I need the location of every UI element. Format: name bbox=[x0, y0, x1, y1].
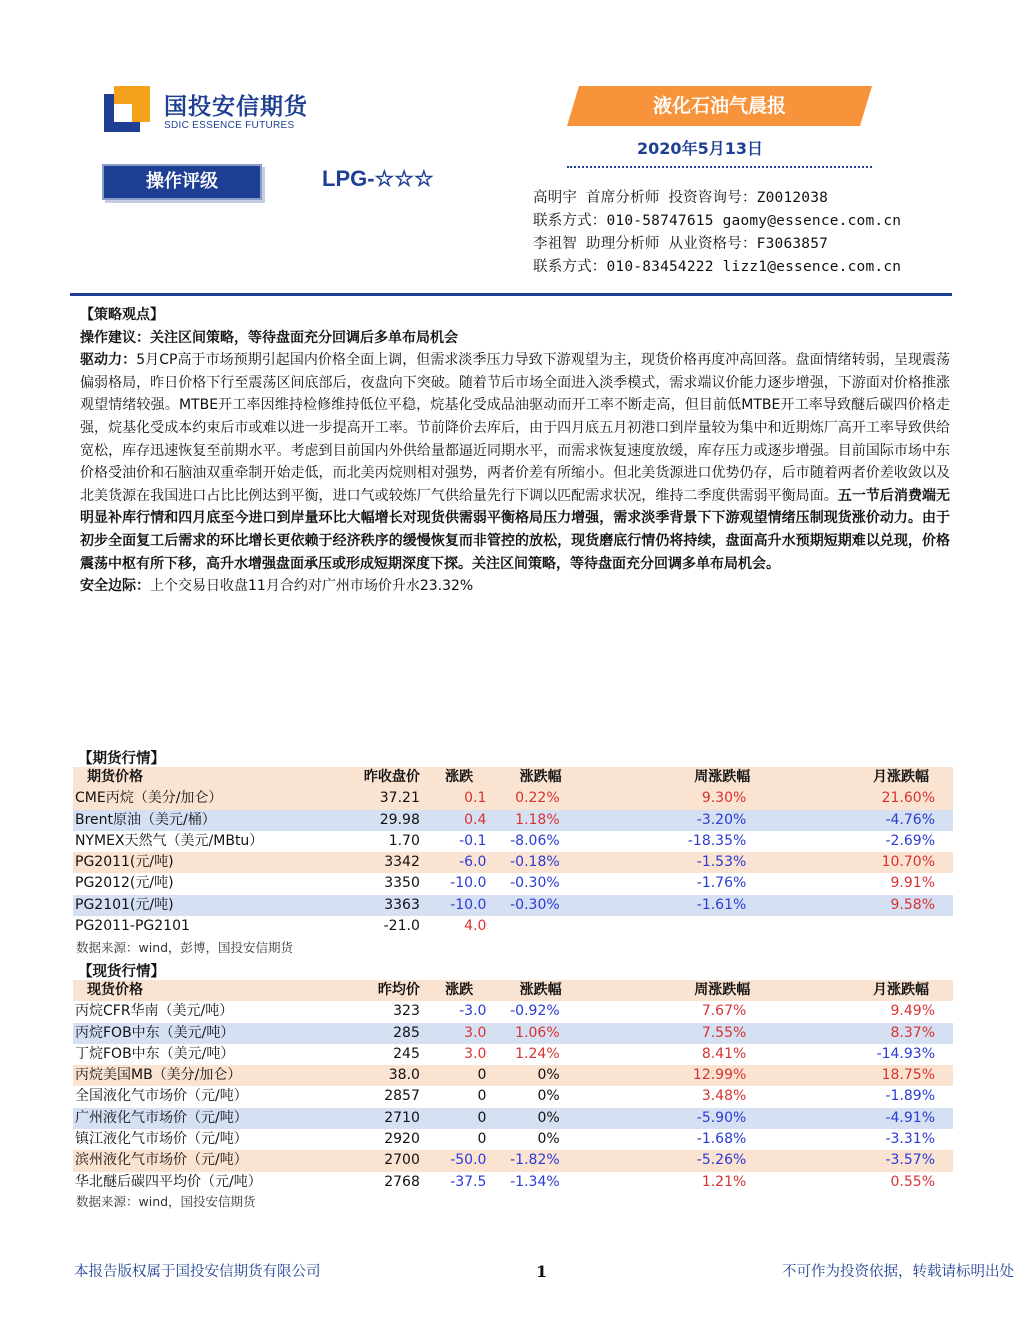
analyst-line-2: 联系方式：010-58747615 gaomy@essence.com.cn bbox=[533, 213, 902, 229]
spot-header-cell: 现货价格 bbox=[87, 982, 143, 998]
advice-label: 操作建议： bbox=[80, 329, 150, 346]
futures-cell-name: PG2011(元/吨) bbox=[75, 854, 174, 871]
futures-cell-chg: 4.0 bbox=[464, 918, 487, 935]
spot-cell-pct: 0% bbox=[537, 1088, 560, 1105]
futures-header-row bbox=[73, 767, 953, 788]
futures-cell-wk: -1.53% bbox=[696, 854, 747, 871]
spot-cell-price: 323 bbox=[393, 1003, 420, 1020]
spot-cell-name: 滨州液化气市场价（元/吨） bbox=[75, 1152, 248, 1169]
driver-bold-text: 五一节后消费端无明显补库行情和四月底至今进口到岸量环比大幅增长对现货供需弱平衡格局压力增强，需求淡季背景下下游观望情绪压制现货涨价动力。由于初步全面复工后需求的环比增长更依赖于经济秩序的缓慢恢复而非管控的放松，现货磨底行情仍将持续，盘面高升水预期短期难以兑现，价格震荡中枢有所下移，高升水增强盘面承压或形成短期深度下探。关注区间策略，等待盘面充分回调多单布局机会。 bbox=[80, 487, 951, 572]
futures-cell-price: 1.70 bbox=[388, 832, 420, 849]
logo-text-cn: 国投安信期货 bbox=[164, 94, 308, 120]
spot-cell-name: 丁烷FOB中东（美元/吨） bbox=[75, 1045, 235, 1062]
futures-cell-name: PG2011-PG2101 bbox=[75, 918, 190, 935]
futures-cell-mo: 9.58% bbox=[890, 896, 935, 913]
futures-cell-wk: -18.35% bbox=[687, 832, 747, 849]
spot-row bbox=[73, 1129, 953, 1150]
futures-cell-pct: -0.30% bbox=[510, 896, 560, 913]
spot-cell-chg: -3.0 bbox=[459, 1003, 487, 1020]
spot-row bbox=[73, 1108, 953, 1129]
spot-row bbox=[73, 1086, 953, 1107]
spot-header-cell: 周涨跌幅 bbox=[694, 982, 751, 998]
spot-cell-mo: -3.31% bbox=[885, 1131, 935, 1148]
spot-row bbox=[73, 1023, 953, 1044]
driver-paragraph bbox=[80, 349, 950, 575]
spot-cell-pct: 0% bbox=[537, 1131, 560, 1148]
spot-cell-price: 38.0 bbox=[388, 1067, 420, 1084]
driver-label: 驱动力： bbox=[80, 352, 137, 369]
futures-cell-pct: -8.06% bbox=[510, 832, 560, 849]
company-logo bbox=[104, 86, 308, 136]
footer-disclaimer: 不可作为投资依据，转载请标明出处 bbox=[782, 1264, 1014, 1280]
report-title: 液化石油气晨报 bbox=[652, 95, 786, 117]
futures-cell-chg: -6.0 bbox=[459, 854, 487, 871]
spot-source: 数据来源：wind，国投安信期货 bbox=[76, 1194, 256, 1209]
spot-cell-name: 镇江液化气市场价（元/吨） bbox=[75, 1131, 248, 1148]
futures-row bbox=[73, 873, 953, 894]
futures-cell-name: PG2012(元/吨) bbox=[75, 875, 174, 892]
futures-cell-mo bbox=[764, 916, 953, 937]
futures-header-cell: 涨跌 bbox=[445, 769, 474, 785]
spot-cell-wk: -1.68% bbox=[696, 1131, 747, 1148]
spot-cell-chg: -50.0 bbox=[450, 1152, 487, 1169]
spot-cell-mo: -1.89% bbox=[885, 1088, 935, 1105]
page-number: 1 bbox=[536, 1262, 548, 1281]
analyst-info bbox=[533, 187, 943, 279]
safety-text: 上个交易日收盘11月合约对广州市场价升水23.32% bbox=[150, 578, 474, 595]
spot-cell-mo: -4.91% bbox=[885, 1109, 935, 1126]
spot-cell-wk: 3.48% bbox=[701, 1088, 747, 1105]
spot-row bbox=[73, 1044, 953, 1065]
futures-cell-price: 3363 bbox=[384, 896, 420, 913]
footer-copyright: 本报告版权属于国投安信期货有限公司 bbox=[74, 1264, 321, 1280]
futures-cell-name: NYMEX天然气（美元/MBtu） bbox=[75, 832, 264, 849]
spot-cell-name: 广州液化气市场价（元/吨） bbox=[75, 1109, 248, 1126]
futures-cell-mo: 9.91% bbox=[890, 875, 935, 892]
spot-header-row bbox=[73, 980, 953, 1001]
safety-paragraph bbox=[80, 575, 950, 598]
futures-cell-pct: 1.18% bbox=[515, 811, 560, 828]
futures-cell-pct: -0.30% bbox=[510, 875, 560, 892]
futures-cell-price: -21.0 bbox=[383, 918, 420, 935]
spot-cell-price: 285 bbox=[393, 1024, 420, 1041]
spot-cell-chg: 3.0 bbox=[464, 1024, 487, 1041]
spot-cell-mo: 18.75% bbox=[881, 1067, 935, 1084]
rating-label: 操作评级 bbox=[146, 171, 218, 192]
futures-cell-wk bbox=[576, 916, 765, 937]
spot-row bbox=[73, 1065, 953, 1086]
spot-cell-pct: -0.92% bbox=[510, 1003, 560, 1020]
spot-title: 【现货行情】 bbox=[78, 964, 165, 980]
futures-cell-mo: -2.69% bbox=[885, 832, 935, 849]
rating-value: LPG-☆☆☆ bbox=[322, 166, 434, 191]
safety-label: 安全边际： bbox=[80, 578, 150, 595]
driver-text: 5月CP高于市场预期引起国内价格全面上调，但需求淡季压力导致下游观望为主，现货价格再度冲高回落。盘面情绪转弱，呈现震荡偏弱格局，昨日价格下行至震荡区间底部后，夜盘向下突破。随着节后市场全面进入淡季模式，需求端议价能力逐步增强，下游面对价格推涨观望情绪较强。MTBE开工率因维持检修维持低位平稳，烷基化受成品油驱动而开工率不断走高，但目前低MTBE开工率导致醚后碳四价格走强，烷基化受成本约束后市或难以进一步提高开工率。节前降价去库后，由于四月底五月初港口到岸量较为集中和近期炼厂高开工率导致供给宽松，库存迅速恢复至前期水平。考虑到目前国内外供给量都逼近同期水平，而需求恢复速度放缓，库存压力或逐步增强。目前国际市场中东价格受油价和石脑油双重牵制开始走低，而北美丙烷则相对强势，两者价差有所缩小。但北美货源进口优势仍存，后市随着两者价差收敛以及北美货源在我国进口占比比例达到平衡，进口气或较炼厂气供给量先行下调以匹配需求状况，维持二季度供需弱平衡局面。 bbox=[80, 352, 951, 504]
spot-cell-pct: 1.06% bbox=[515, 1024, 560, 1041]
futures-cell-name: Brent原油（美元/桶） bbox=[75, 811, 216, 828]
futures-cell-price: 37.21 bbox=[379, 790, 420, 807]
spot-cell-chg: 3.0 bbox=[464, 1045, 487, 1062]
futures-cell-chg: -10.0 bbox=[450, 896, 487, 913]
spot-cell-price: 245 bbox=[393, 1045, 420, 1062]
spot-cell-price: 2857 bbox=[384, 1088, 420, 1105]
futures-cell-chg: 0.1 bbox=[464, 790, 487, 807]
advice-paragraph bbox=[80, 327, 950, 350]
spot-cell-chg: 0 bbox=[477, 1131, 487, 1148]
spot-header-cell: 涨跌 bbox=[445, 982, 474, 998]
spot-cell-chg: 0 bbox=[477, 1109, 487, 1126]
futures-row bbox=[73, 788, 953, 809]
futures-cell-wk: -1.61% bbox=[696, 896, 747, 913]
futures-cell-mo: 10.70% bbox=[881, 854, 935, 871]
strategy-section bbox=[80, 304, 950, 598]
futures-cell-name: PG2101(元/吨) bbox=[75, 896, 174, 913]
spot-cell-wk: -5.90% bbox=[696, 1109, 747, 1126]
dotted-divider bbox=[567, 166, 872, 168]
futures-table bbox=[73, 767, 953, 937]
spot-cell-pct: -1.82% bbox=[510, 1152, 560, 1169]
spot-header-cell: 月涨跌幅 bbox=[873, 982, 929, 998]
spot-cell-name: 全国液化气市场价（元/吨） bbox=[75, 1088, 248, 1105]
spot-cell-wk: 12.99% bbox=[692, 1067, 747, 1084]
spot-cell-name: 丙烷FOB中东（美元/吨） bbox=[75, 1024, 235, 1041]
spot-cell-pct: 0% bbox=[537, 1109, 560, 1126]
futures-cell-pct: 0.22% bbox=[515, 790, 560, 807]
advice-text: 关注区间策略，等待盘面充分回调后多单布局机会 bbox=[150, 329, 458, 346]
futures-header-cell: 周涨跌幅 bbox=[694, 769, 751, 785]
spot-header-cell: 昨均价 bbox=[377, 982, 420, 998]
spot-cell-chg: 0 bbox=[477, 1088, 487, 1105]
spot-row bbox=[73, 1150, 953, 1171]
spot-cell-chg: 0 bbox=[477, 1067, 487, 1084]
spot-row bbox=[73, 1172, 953, 1193]
futures-cell-wk: 9.30% bbox=[701, 790, 747, 807]
futures-cell-pct bbox=[492, 916, 575, 937]
spot-cell-wk: 8.41% bbox=[701, 1045, 747, 1062]
futures-header-cell: 月涨跌幅 bbox=[873, 769, 929, 785]
futures-cell-chg: -10.0 bbox=[450, 875, 487, 892]
futures-header-cell: 昨收盘价 bbox=[363, 769, 420, 785]
spot-cell-mo: -3.57% bbox=[885, 1152, 935, 1169]
spot-cell-name: 丙烷CFR华南（美元/吨） bbox=[75, 1003, 234, 1020]
futures-cell-price: 3350 bbox=[384, 875, 420, 892]
analyst-line-1: 高明宇 首席分析师 投资咨询号：Z0012038 bbox=[533, 190, 829, 206]
futures-cell-wk: -3.20% bbox=[696, 811, 747, 828]
futures-cell-pct: -0.18% bbox=[510, 854, 560, 871]
spot-cell-chg: -37.5 bbox=[450, 1173, 487, 1190]
futures-row bbox=[73, 852, 953, 873]
report-title-banner bbox=[567, 86, 872, 126]
futures-row bbox=[73, 810, 953, 831]
futures-cell-name: CME丙烷（美分/加仑） bbox=[75, 790, 223, 807]
spot-header-cell: 涨跌幅 bbox=[519, 982, 562, 998]
futures-cell-price: 29.98 bbox=[379, 811, 420, 828]
spot-cell-name: 华北醚后碳四平均价（元/吨） bbox=[75, 1173, 262, 1190]
spot-cell-wk: 7.55% bbox=[701, 1024, 747, 1041]
futures-header-cell: 涨跌幅 bbox=[519, 769, 562, 785]
futures-cell-mo: -4.76% bbox=[885, 811, 935, 828]
futures-cell-price: 3342 bbox=[384, 854, 420, 871]
analyst-line-3: 李祖智 助理分析师 从业资格号：F3063857 bbox=[533, 236, 829, 252]
header-rule bbox=[70, 293, 952, 296]
spot-cell-wk: 7.67% bbox=[701, 1003, 747, 1020]
spot-cell-name: 丙烷美国MB（美分/加仑） bbox=[75, 1067, 242, 1084]
spot-row bbox=[73, 1001, 953, 1022]
report-date: 2020年5月13日 bbox=[637, 139, 763, 158]
analyst-line-4: 联系方式：010-83454222 lizz1@essence.com.cn bbox=[533, 259, 902, 275]
spot-cell-price: 2700 bbox=[384, 1152, 420, 1169]
futures-cell-chg: -0.1 bbox=[459, 832, 487, 849]
spot-table bbox=[73, 980, 953, 1193]
spot-cell-price: 2768 bbox=[384, 1173, 420, 1190]
spot-cell-wk: -5.26% bbox=[696, 1152, 747, 1169]
spot-cell-pct: 0% bbox=[537, 1067, 560, 1084]
logo-mark-icon bbox=[104, 86, 150, 132]
futures-cell-chg: 0.4 bbox=[464, 811, 487, 828]
futures-row bbox=[73, 895, 953, 916]
spot-cell-mo: 9.49% bbox=[890, 1003, 935, 1020]
strategy-heading: 【策略观点】 bbox=[80, 307, 164, 323]
spot-cell-wk: 1.21% bbox=[701, 1173, 747, 1190]
futures-cell-wk: -1.76% bbox=[696, 875, 747, 892]
spot-cell-pct: -1.34% bbox=[510, 1173, 560, 1190]
spot-cell-pct: 1.24% bbox=[515, 1045, 560, 1062]
futures-source: 数据来源：wind，彭博，国投安信期货 bbox=[76, 940, 294, 955]
futures-row bbox=[73, 831, 953, 852]
spot-cell-mo: 8.37% bbox=[890, 1024, 935, 1041]
spot-cell-price: 2710 bbox=[384, 1109, 420, 1126]
futures-header-cell: 期货价格 bbox=[87, 769, 143, 785]
futures-row bbox=[73, 916, 953, 937]
spot-cell-mo: -14.93% bbox=[876, 1045, 935, 1062]
rating-label-box bbox=[102, 164, 262, 200]
logo-text-en: SDIC ESSENCE FUTURES bbox=[164, 120, 295, 131]
futures-cell-mo: 21.60% bbox=[881, 790, 935, 807]
spot-cell-price: 2920 bbox=[384, 1131, 420, 1148]
spot-cell-mo: 0.55% bbox=[890, 1173, 935, 1190]
futures-title: 【期货行情】 bbox=[78, 751, 165, 767]
